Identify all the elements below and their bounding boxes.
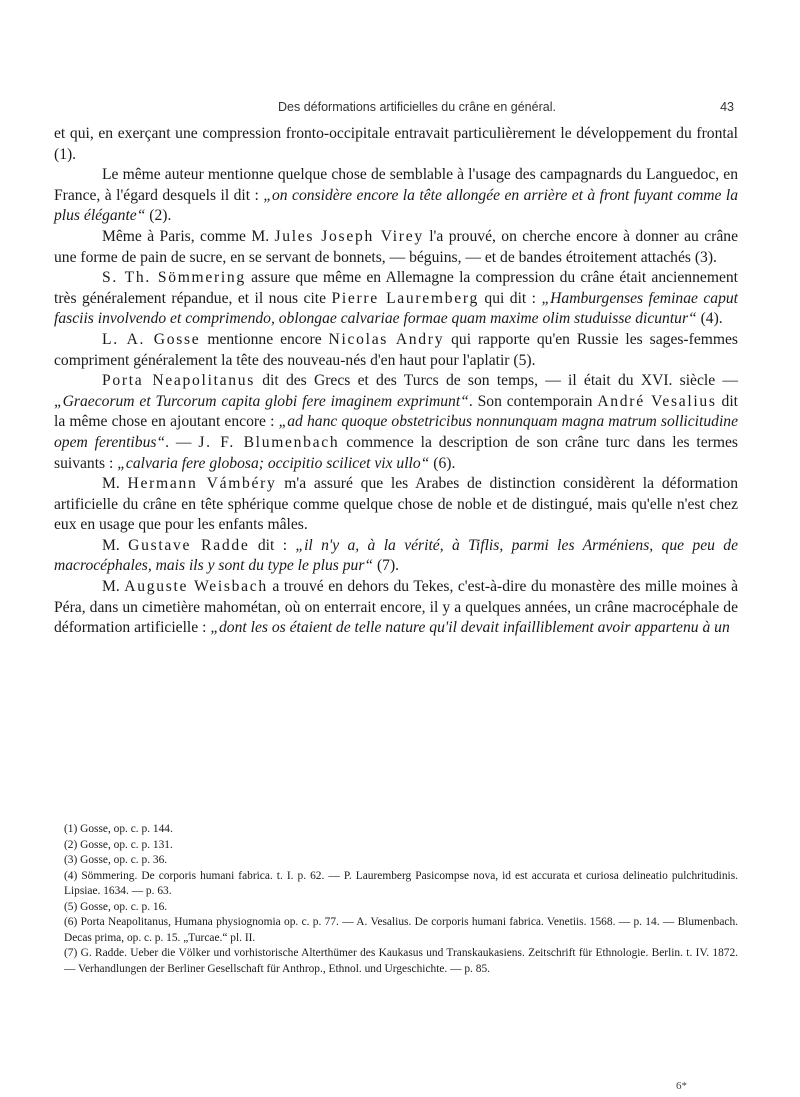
text-run: (2). bbox=[145, 207, 172, 225]
paragraph bbox=[54, 577, 738, 639]
person-name: Gustave Radde bbox=[128, 536, 250, 554]
text-run: . Son contemporain bbox=[468, 392, 598, 410]
person-name: Hermann Vámbéry bbox=[127, 475, 277, 493]
person-name: André Vesalius bbox=[597, 392, 717, 410]
text-run: Le même auteur mentionne quelque chose de semblable à l'usage des campagnards du Languedoc, en France, à l'égard desquels il dit : bbox=[54, 166, 738, 204]
person-name: Jules Joseph Virey bbox=[274, 227, 424, 245]
person-name: Porta Neapolitanus bbox=[102, 372, 256, 390]
quotation: „il n'y a, à la vérité, à Tiflis, parmi les Arméniens, que peu de macrocéphales, mais ils y sont du type le plus pur“ bbox=[54, 536, 738, 575]
person-name: L. A. Gosse bbox=[102, 330, 201, 348]
text-run: commence la description de son crâne turc dans les termes suivants : bbox=[54, 433, 738, 472]
paragraph bbox=[54, 371, 738, 474]
text-run: dit des Grecs et des Turcs de son temps, — il était du XVI. siècle — bbox=[255, 372, 738, 390]
text-run: a trouvé en dehors du Tekes, c'est-à-dire du monastère des mille moines à Péra, dans un cimetière mahométan, où on enterrait encore, il y a quelques années, un crâne macrocéphale de déformation artificielle : bbox=[54, 578, 738, 637]
text-run: qui rapporte qu'en Russie les sages-femmes compriment généralement la tête des nouveau-nés d'en haut pour l'aplatir (5). bbox=[54, 330, 738, 369]
quotation: „Hamburgenses feminae caput fasciis involvendo et comprimendo, oblongae calvariae formae quam maxime olim studuisse dicuntur“ bbox=[54, 289, 738, 328]
quotation: „calvaria fere globosa; occipitio scilicet vix ullo“ bbox=[117, 454, 430, 472]
footnote: (4) Sömmering. De corporis humani fabrica. t. I. p. 62. — P. Lauremberg Pasicompse nova, id est accurata et curiosa delineatio pulchritudinis. Lipsiae. 1634. — p. 63. bbox=[64, 869, 738, 897]
text-run: dit : bbox=[249, 536, 296, 554]
footnote: (3) Gosse, op. c. p. 36. bbox=[64, 854, 168, 866]
body-text bbox=[54, 124, 738, 639]
text-run: (4). bbox=[696, 310, 723, 328]
paragraph bbox=[54, 227, 738, 268]
text-run: M. bbox=[102, 536, 129, 554]
text-run: mentionne encore bbox=[200, 330, 329, 348]
text-run: l'a prouvé, on cherche encore à donner au crâne une forme de pain de sucre, en se servant de bonnets, — béguins, — et de bandes étroitement attachés (3). bbox=[54, 227, 738, 266]
footnotes bbox=[54, 822, 738, 977]
text-run: m'a assuré que les Arabes de distinction considèrent la déformation artificielle du crâne en tête sphérique comme quelque chose de noble et de distingué, mais qu'elle n'est chez eux en usage que pour les enfants mâles. bbox=[54, 475, 738, 534]
quotation: „dont les os étaient de telle nature qu'il devait infailliblement avoir appartenu à un bbox=[210, 619, 730, 637]
quotation: „on considère encore la tête allongée en arrière et à front fuyant comme la plus élégante“ bbox=[54, 186, 738, 225]
footnote: (5) Gosse, op. c. p. 16. bbox=[64, 900, 168, 913]
person-name: Auguste Weisbach bbox=[124, 578, 268, 596]
text-run: et qui, en exerçant une compression fronto-occipitale entravait particulièrement le développement du frontal (1). bbox=[54, 125, 738, 163]
paragraph bbox=[54, 124, 738, 165]
page-header bbox=[100, 100, 734, 118]
text-run: Même à Paris, comme M. bbox=[102, 227, 275, 245]
person-name: S. Th. Sömmering bbox=[102, 269, 246, 287]
text-run: (6). bbox=[429, 454, 456, 472]
footnote: (7) G. Radde. Ueber die Völker und vorhistorische Alterthümer des Kaukasus und Transkaukasiens. Zeitschrift für Ethnologie. Berlin. t. IV. 1872. — Verhandlungen der Berliner Gesellschaft für Anthrop., Ethnol. und Urgeschichte. — p. 85. bbox=[64, 947, 738, 975]
footnote: (6) Porta Neapolitanus, Humana physiognomia op. c. p. 77. — A. Vesalius. De corporis humani fabrica. Venetiis. 1568. — p. 14. — Blumenbach. Decas prima, op. c. p. 15. „Turcae.“ pl. II. bbox=[64, 916, 738, 944]
text-run: M. bbox=[102, 578, 125, 596]
person-name: J. F. Blumenbach bbox=[198, 433, 340, 451]
footnote: (2) Gosse, op. c. p. 131. bbox=[64, 838, 173, 851]
quotation: „ad hanc quoque obstetricibus nonnunquam magna matrum sollicitudine opem ferentibus“ bbox=[54, 413, 738, 451]
paragraph bbox=[54, 268, 738, 330]
quotation: „Graecorum et Turcorum capita globi fere imaginem exprimunt“ bbox=[54, 392, 469, 410]
paragraph bbox=[54, 536, 738, 577]
running-title: Des déformations artificielles du crâne en général. bbox=[278, 100, 556, 114]
page-number: 43 bbox=[720, 100, 734, 114]
person-name: Nicolas Andry bbox=[328, 330, 445, 348]
text-run: M. bbox=[102, 475, 128, 493]
signature-mark: 6* bbox=[676, 1080, 687, 1092]
text-run: qui dit : bbox=[478, 289, 542, 307]
text-run: assure que même en Allemagne la compression du crâne était anciennement très généralement répandue, et il nous cite bbox=[54, 269, 739, 307]
person-name: Pierre Lauremberg bbox=[331, 289, 479, 307]
text-run: . — bbox=[165, 433, 199, 451]
paragraph bbox=[54, 474, 738, 536]
text-run: dit la même chose en ajoutant encore : bbox=[54, 392, 738, 431]
footnote: (1) Gosse, op. c. p. 144. bbox=[64, 823, 173, 835]
paragraph bbox=[54, 165, 738, 227]
text-run: (7). bbox=[373, 557, 400, 575]
paragraph bbox=[54, 330, 738, 371]
